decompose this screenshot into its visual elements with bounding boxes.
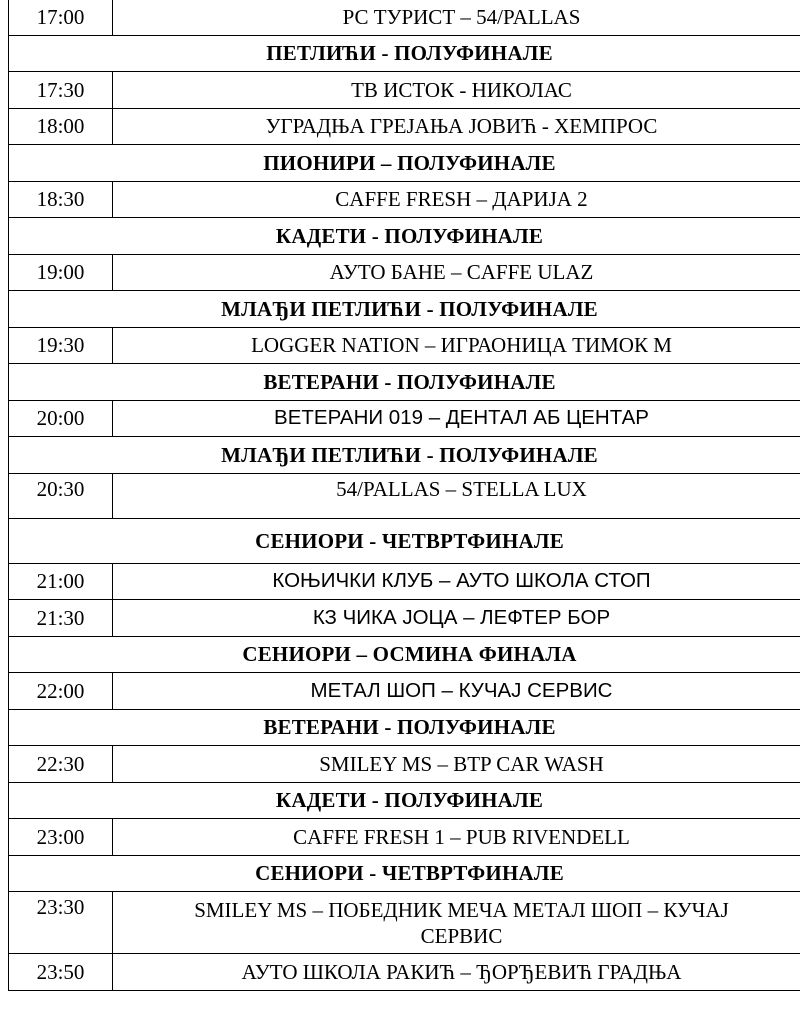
section-header: ПИОНИРИ – ПОЛУФИНАЛЕ (9, 145, 800, 182)
match-row (9, 254, 800, 291)
section-header-row (9, 291, 800, 328)
match-time: 22:00 (9, 673, 113, 710)
match-teams: ВЕТЕРАНИ 019 – ДЕНТАЛ АБ ЦЕНТАР (113, 400, 800, 437)
match-teams: CAFFE FRESH – ДАРИЈА 2 (113, 181, 800, 218)
section-header: МЛАЂИ ПЕТЛИЋИ - ПОЛУФИНАЛЕ (9, 437, 800, 474)
match-row (9, 563, 800, 600)
match-time: 19:30 (9, 327, 113, 364)
match-time: 23:30 (9, 892, 113, 954)
match-row (9, 0, 800, 35)
section-header: МЛАЂИ ПЕТЛИЋИ - ПОЛУФИНАЛЕ (9, 291, 800, 328)
section-header: СЕНИОРИ – ОСМИНА ФИНАЛА (9, 636, 800, 673)
match-row (9, 181, 800, 218)
section-header: СЕНИОРИ - ЧЕТВРТФИНАЛЕ (9, 855, 800, 892)
section-header-row (9, 855, 800, 892)
match-time: 21:00 (9, 563, 113, 600)
match-teams: 54/PALLAS – STELLA LUX (113, 473, 800, 518)
match-row (9, 673, 800, 710)
section-header-row (9, 782, 800, 819)
match-row (9, 819, 800, 856)
match-row (9, 746, 800, 783)
match-time: 20:00 (9, 400, 113, 437)
section-header-row (9, 218, 800, 255)
section-header-row (9, 35, 800, 72)
section-header: ВЕТЕРАНИ - ПОЛУФИНАЛЕ (9, 364, 800, 401)
match-row (9, 72, 800, 109)
section-header: ПЕТЛИЋИ - ПОЛУФИНАЛЕ (9, 35, 800, 72)
section-header-row (9, 636, 800, 673)
match-row (9, 954, 800, 991)
match-time: 19:00 (9, 254, 113, 291)
schedule-body (9, 0, 800, 990)
section-header-row (9, 364, 800, 401)
section-header: КАДЕТИ - ПОЛУФИНАЛЕ (9, 218, 800, 255)
match-row (9, 892, 800, 954)
match-time: 21:30 (9, 600, 113, 637)
match-time: 18:30 (9, 181, 113, 218)
match-teams: LOGGER NATION – ИГРАОНИЦА ТИМОК М (113, 327, 800, 364)
match-time: 22:30 (9, 746, 113, 783)
match-teams: УГРАДЊА ГРЕЈАЊА ЈОВИЋ - ХЕМПРОС (113, 108, 800, 145)
section-header: СЕНИОРИ - ЧЕТВРТФИНАЛЕ (9, 518, 800, 563)
section-header-row (9, 437, 800, 474)
match-teams: РС ТУРИСТ – 54/PALLAS (113, 0, 800, 35)
match-row (9, 400, 800, 437)
section-header: ВЕТЕРАНИ - ПОЛУФИНАЛЕ (9, 709, 800, 746)
match-teams: МЕТАЛ ШОП – КУЧАЈ СЕРВИС (113, 673, 800, 710)
match-time: 23:50 (9, 954, 113, 991)
match-teams: SMILEY MS – ПОБЕДНИК МЕЧА МЕТАЛ ШОП – КУЧАЈ СЕРВИС (113, 892, 800, 954)
match-row (9, 327, 800, 364)
match-teams: АУТО ШКОЛА РАКИЋ – ЂОРЂЕВИЋ ГРАДЊА (113, 954, 800, 991)
match-time: 17:30 (9, 72, 113, 109)
section-header: КАДЕТИ - ПОЛУФИНАЛЕ (9, 782, 800, 819)
match-row (9, 108, 800, 145)
match-row (9, 473, 800, 518)
match-time: 20:30 (9, 473, 113, 518)
match-teams: ТВ ИСТОК - НИКОЛАС (113, 72, 800, 109)
match-row (9, 600, 800, 637)
match-teams: КОЊИЧКИ КЛУБ – АУТО ШКОЛА СТОП (113, 563, 800, 600)
section-header-row (9, 518, 800, 563)
schedule-table (8, 0, 800, 991)
match-teams: SMILEY MS – BTP CAR WASH (113, 746, 800, 783)
section-header-row (9, 145, 800, 182)
section-header-row (9, 709, 800, 746)
match-time: 17:00 (9, 0, 113, 35)
match-teams: КЗ ЧИКА ЈОЦА – ЛЕФТЕР БОР (113, 600, 800, 637)
match-teams: CAFFE FRESH 1 – PUB RIVENDELL (113, 819, 800, 856)
match-time: 23:00 (9, 819, 113, 856)
match-teams: АУТО БАНЕ – CAFFE ULAZ (113, 254, 800, 291)
match-time: 18:00 (9, 108, 113, 145)
